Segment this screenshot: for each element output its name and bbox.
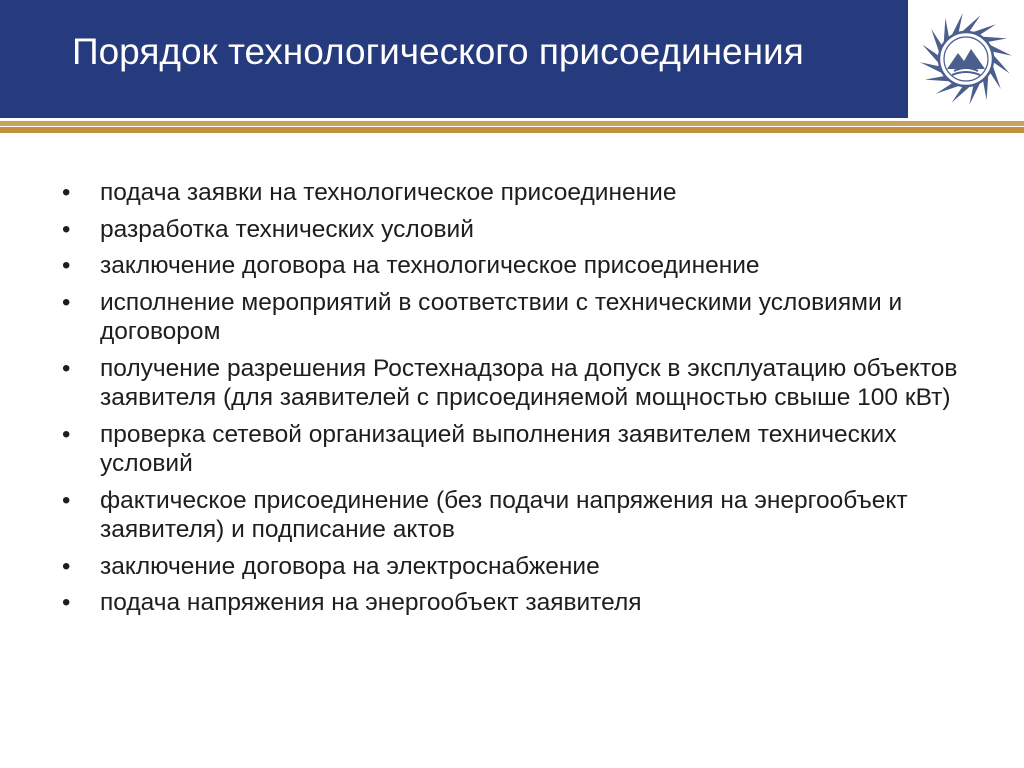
list-item — [62, 552, 962, 582]
bullet-icon: • — [62, 589, 71, 616]
logo-ray — [952, 87, 970, 103]
header-divider-bottom — [0, 127, 1024, 133]
bullet-icon: • — [62, 354, 71, 382]
list-item-text: заключение договора на электроснабжение — [100, 552, 600, 580]
logo-ray — [994, 55, 1010, 73]
bullet-icon: • — [62, 215, 71, 243]
bullet-icon: • — [62, 179, 71, 206]
bullet-icon: • — [62, 552, 71, 580]
slide-title: Порядок технологического присоединения — [72, 31, 804, 72]
list-item — [62, 178, 962, 208]
list-item-text: заключение договора на технологическое присоединение — [100, 252, 760, 279]
bullet-icon: • — [62, 420, 71, 448]
logo-ray — [962, 15, 980, 31]
list-item-text: фактическое присоединение (без подачи напряжения на энергообъект заявителя) и подписание актов — [100, 486, 908, 543]
header-divider-top — [0, 121, 1024, 126]
logo-ray — [922, 45, 938, 63]
list-item-text: подача заявки на технологическое присоединение — [100, 179, 677, 206]
list-item — [62, 288, 962, 347]
list-item-text: разработка технических условий — [100, 215, 474, 243]
list-item — [62, 588, 962, 618]
list-item — [62, 354, 962, 413]
list-item-text: исполнение мероприятий в соответствии с техническими условиями и договором — [100, 288, 903, 345]
bullet-icon: • — [62, 486, 71, 514]
list-item-text: подача напряжения на энергообъект заявителя — [100, 589, 642, 616]
list-item — [62, 420, 962, 479]
bullet-icon: • — [62, 252, 71, 279]
list-item — [62, 215, 962, 245]
list-item — [62, 251, 962, 281]
list-item-text: получение разрешения Ростехнадзора на допуск в эксплуатацию объектов заявителя (для заявителей с присоединяемой мощностью свыше 100 кВт) — [100, 354, 958, 411]
procedure-steps-list — [62, 178, 962, 625]
list-item-text: проверка сетевой организацией выполнения заявителем технических условий — [100, 420, 897, 477]
list-item — [62, 486, 962, 545]
mrsk-sun-logo-icon — [918, 11, 1014, 107]
bullet-icon: • — [62, 288, 71, 316]
logo-panel — [908, 0, 1024, 118]
slide-header — [0, 0, 1024, 118]
